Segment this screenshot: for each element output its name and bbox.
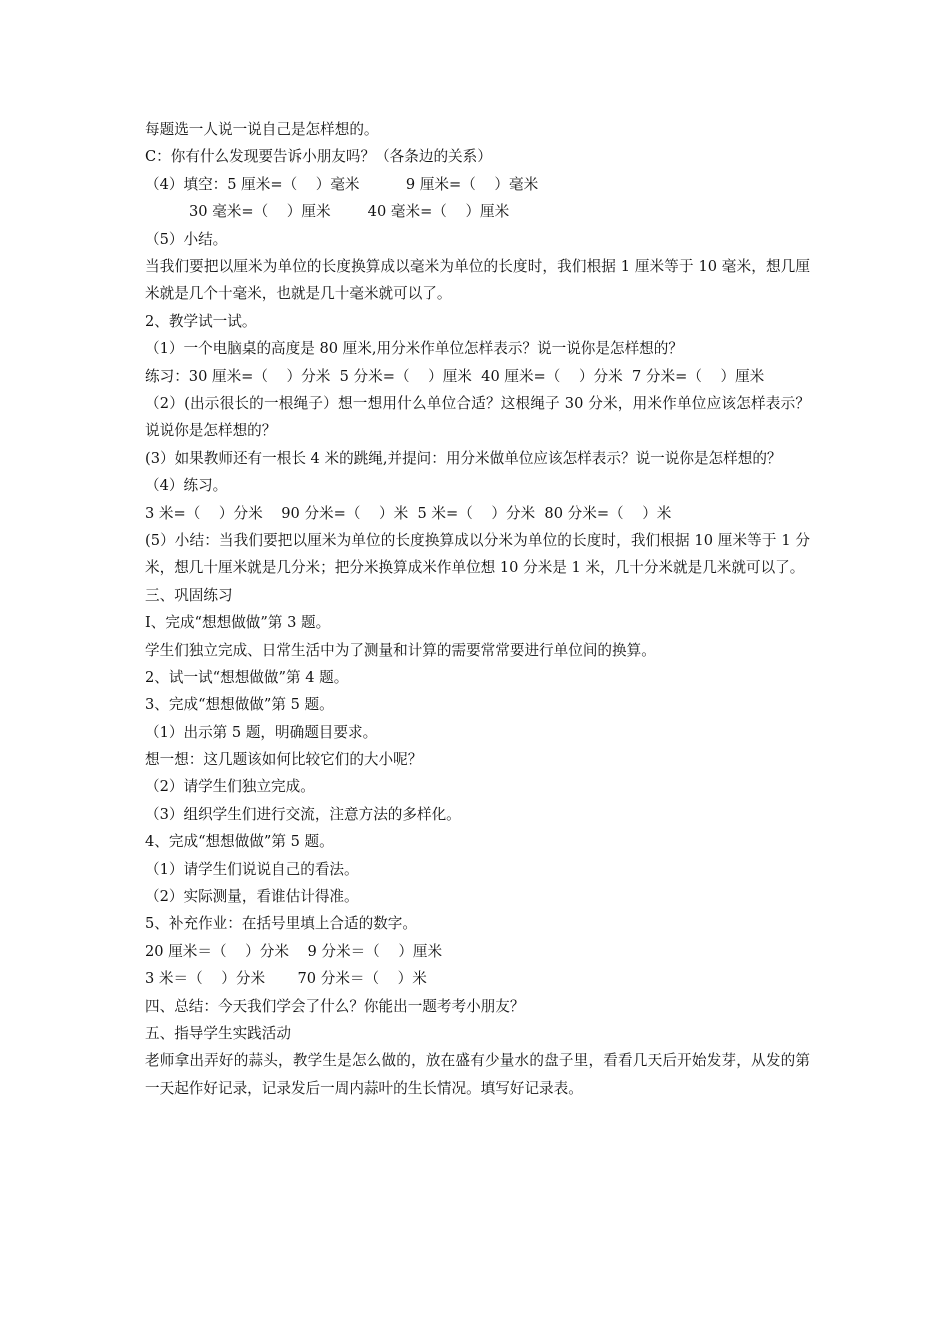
text-line: （2）实际测量，看谁估计得准。	[145, 888, 359, 906]
exercise-line: 20 厘米＝（ ）分米 9 分米＝（ ）厘米	[145, 942, 443, 960]
exercise-line: 3 米=（ ）分米 90 分米=（ ）米 5 米=（ ）分米 80 分米=（ ）米	[145, 504, 672, 522]
text-line: （1）请学生们说说自己的看法。	[145, 860, 359, 878]
document-body	[145, 116, 810, 1102]
section-heading: 三、巩固练习	[145, 586, 233, 604]
section-heading: 2、教学试一试。	[145, 312, 257, 330]
text-line: （5）小结。	[145, 230, 228, 248]
text-line: 想一想：这几题该如何比较它们的大小呢？	[145, 751, 423, 769]
text-line: （4）练习。	[145, 477, 228, 495]
text-line: 5、补充作业：在括号里填上合适的数字。	[145, 915, 417, 933]
exercise-line: 练习：30 厘米=（ ）分米 5 分米=（ ）厘米 40 厘米=（ ）分米 7 分米=（ ）厘米	[145, 367, 765, 385]
text-line: 4、完成“想想做做”第 5 题。	[145, 833, 334, 851]
text-line: 每题选一人说一说自己是怎样想的。	[145, 121, 379, 138]
text-line: （3）组织学生们进行交流，注意方法的多样化。	[145, 805, 461, 823]
paragraph: （2）(出示很长的一根绳子）想一想用什么单位合适？这根绳子 30 分米，用米作单位应该怎样表示？说说你是怎样想的？	[145, 394, 810, 440]
text-line: （1）一个电脑桌的高度是 80 厘米,用分米作单位怎样表示？说一说你是怎样想的？	[145, 340, 683, 358]
paragraph: (5）小结：当我们要把以厘米为单位的长度换算成以分米为单位的长度时，我们根据 10 厘米等于 1 分米，想几十厘米就是几分米；把分米换算成米作单位想 10 分米是 1 米，几十分米就是几米就可以了。	[145, 531, 810, 577]
text-line: I、完成“想想做做”第 3 题。	[145, 614, 331, 632]
paragraph: (3）如果教师还有一根长 4 米的跳绳,并提问：用分米做单位应该怎样表示？说一说你是怎样想的？	[145, 449, 782, 467]
section-heading: 四、总结：今天我们学会了什么？你能出一题考考小朋友？	[145, 997, 525, 1015]
text-line: 3、完成“想想做做”第 5 题。	[145, 696, 334, 714]
exercise-line: 3 米＝（ ）分米 70 分米＝（ ）米	[145, 970, 427, 988]
text-line: （1）出示第 5 题，明确题目要求。	[145, 723, 378, 741]
paragraph: 当我们要把以厘米为单位的长度换算成以毫米为单位的长度时，我们根据 1 厘米等于 10 毫米，想几厘米就是几个十毫米，也就是几十毫米就可以了。	[145, 257, 810, 303]
text-line: 学生们独立完成、日常生活中为了测量和计算的需要常常要进行单位间的换算。	[145, 641, 656, 659]
text-line: 30 毫米=（ ）厘米 40 毫米=（ ）厘米	[189, 203, 510, 221]
section-heading: 五、指导学生实践活动	[145, 1025, 291, 1042]
text-line: 2、试一试“想想做做”第 4 题。	[145, 668, 349, 686]
text-line: （2）请学生们独立完成。	[145, 778, 315, 796]
text-line: （4）填空：5 厘米=（ ）毫米 9 厘米=（ ）毫米	[145, 175, 539, 193]
paragraph: 老师拿出弄好的蒜头，教学生是怎么做的，放在盛有少量水的盘子里，看看几天后开始发芽，从发的第一天起作好记录，记录发后一周内蒜叶的生长情况。填写好记录表。	[145, 1052, 810, 1097]
text-line: C：你有什么发现要告诉小朋友吗？（各条边的关系）	[145, 148, 492, 166]
